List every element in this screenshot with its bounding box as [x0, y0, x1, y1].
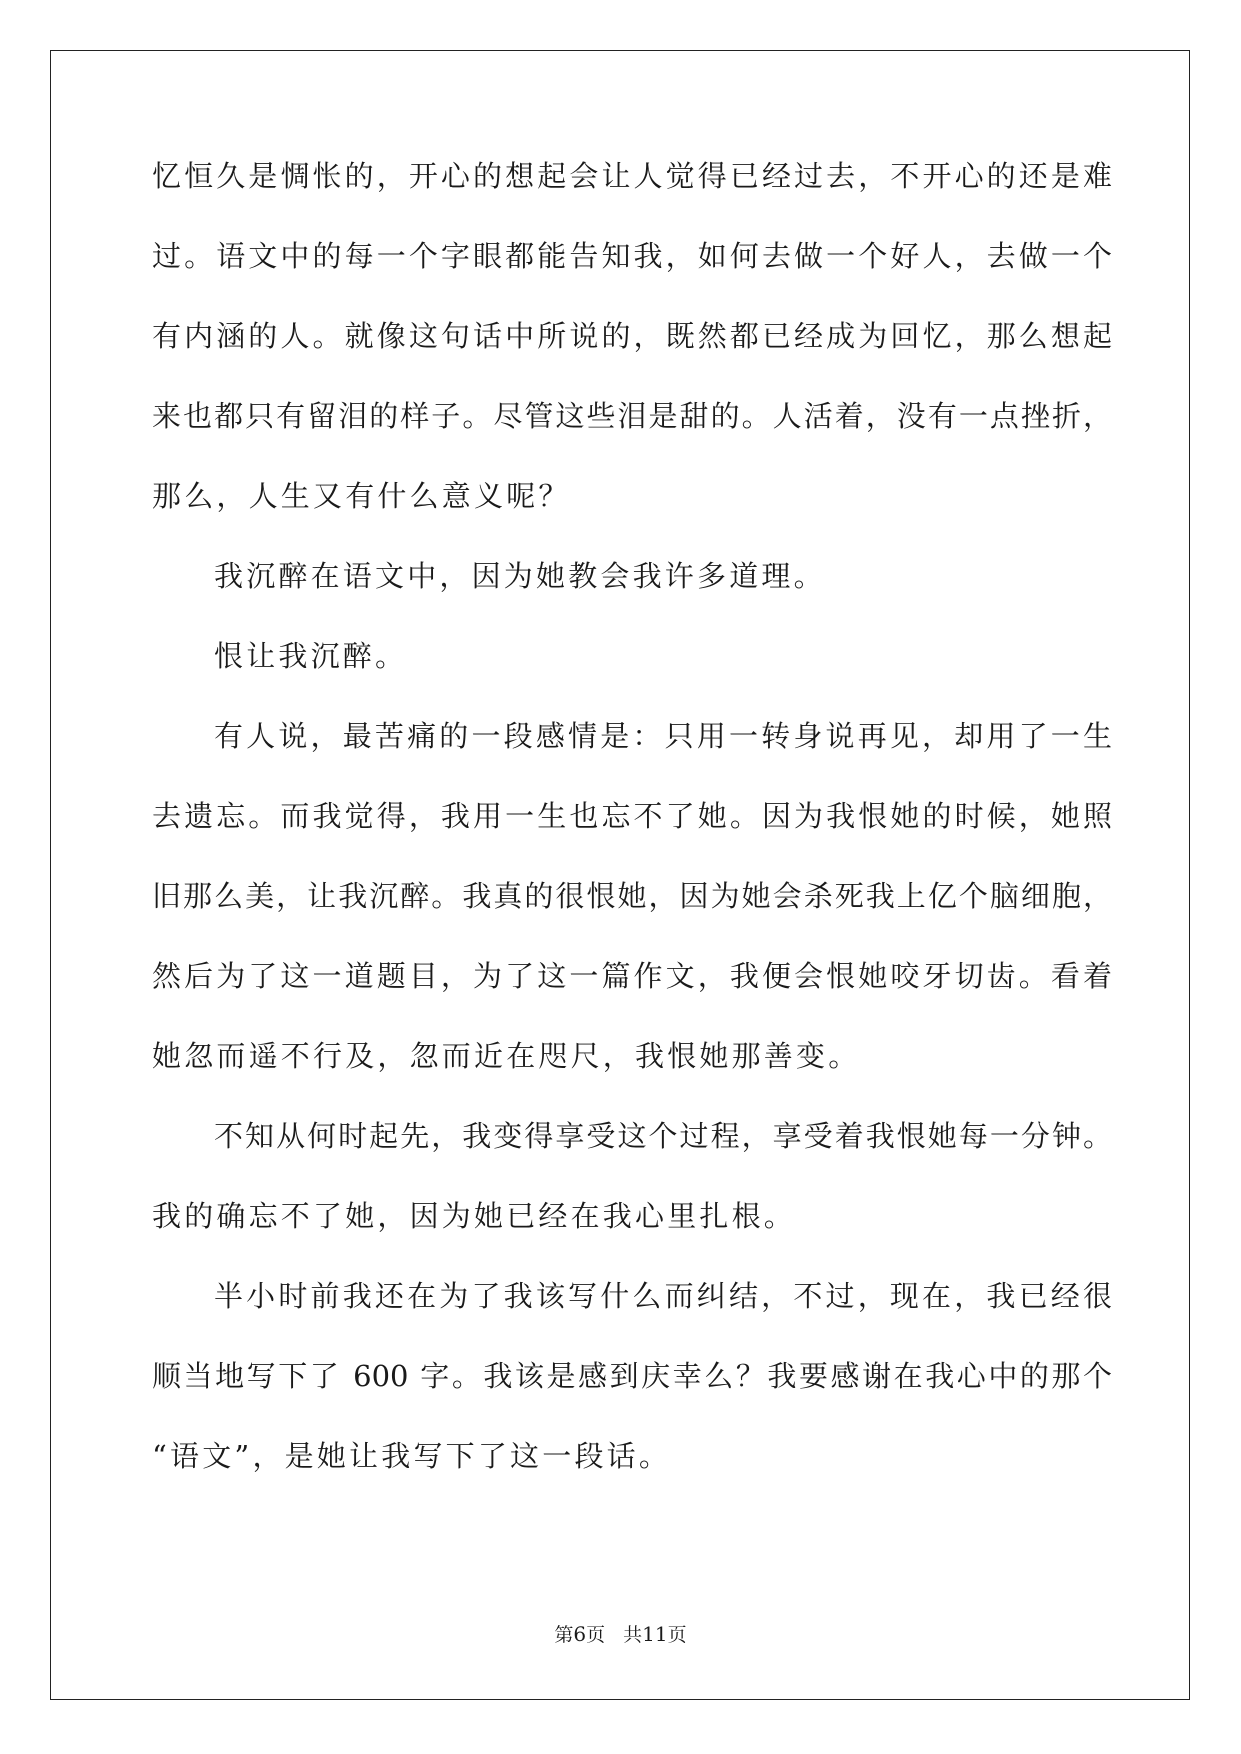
page-prefix: 第 — [554, 1624, 574, 1646]
total-pages: 11 — [642, 1622, 668, 1646]
text-line: 她忽而遥不行及，忽而近在咫尺，我恨她那善变。 — [152, 1039, 861, 1073]
text-line: 去遗忘。而我觉得，我用一生也忘不了她。因为我恨她的时候，她照 — [152, 799, 1112, 833]
text-line: 不知从何时起先，我变得享受这个过程，享受着我恨她每一分钟。 — [214, 1119, 1112, 1153]
text-line: 半小时前我还在为了我该写什么而纠结，不过，现在，我已经很 — [214, 1279, 1112, 1313]
text-line: 我沉醉在语文中，因为她教会我许多道理。 — [214, 559, 826, 593]
text-line: 那么，人生又有什么意义呢？ — [152, 479, 571, 513]
text-line: 我的确忘不了她，因为她已经在我心里扎根。 — [152, 1199, 797, 1233]
paragraph-4 — [152, 718, 1112, 1118]
text-line: 然后为了这一道题目，为了这一篇作文，我便会恨她咬牙切齿。看着 — [152, 959, 1112, 993]
paragraph-2 — [152, 558, 1112, 638]
text-line: 过。语文中的每一个字眼都能告知我，如何去做一个好人，去做一个 — [152, 239, 1112, 273]
total-prefix: 共 — [623, 1624, 643, 1646]
text-line: 顺当地写下了 600 字。我该是感到庆幸么？我要感谢在我心中的那个 — [152, 1359, 1112, 1393]
page-suffix: 页 — [586, 1624, 606, 1646]
page-number: 6 — [573, 1622, 587, 1646]
document-body — [152, 158, 1112, 1518]
text-line: 有内涵的人。就像这句话中所说的，既然都已经成为回忆，那么想起 — [152, 319, 1112, 353]
paragraph-3 — [152, 638, 1112, 718]
paragraph-1 — [152, 158, 1112, 558]
paragraph-6 — [152, 1278, 1112, 1518]
text-line: “语文”，是她让我写下了这一段话。 — [152, 1439, 672, 1473]
text-line: 有人说，最苦痛的一段感情是：只用一转身说再见，却用了一生 — [214, 719, 1112, 753]
text-line: 忆恒久是惆怅的，开心的想起会让人觉得已经过去，不开心的还是难 — [152, 159, 1112, 193]
paragraph-5 — [152, 1118, 1112, 1278]
text-line: 恨让我沉醉。 — [214, 639, 408, 673]
text-line: 旧那么美，让我沉醉。我真的很恨她，因为她会杀死我上亿个脑细胞， — [152, 879, 1112, 913]
page-footer — [0, 1620, 1241, 1647]
total-suffix: 页 — [667, 1624, 687, 1646]
text-line: 来也都只有留泪的样子。尽管这些泪是甜的。人活着，没有一点挫折， — [152, 399, 1112, 433]
